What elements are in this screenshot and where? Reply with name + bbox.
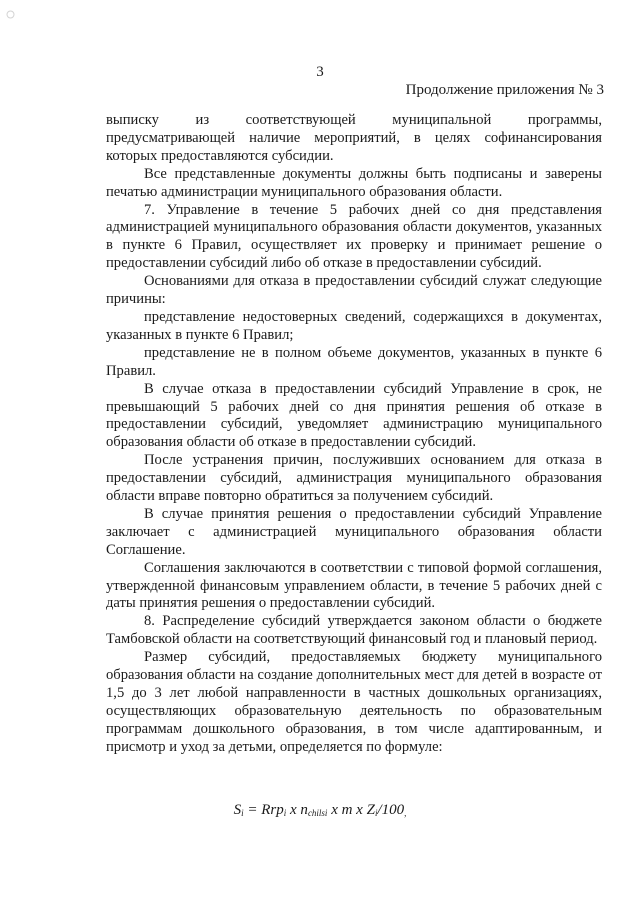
paragraph: представление не в полном объеме документов, указанных в пункте 6 Правил. <box>106 344 602 379</box>
paragraph: 7. Управление в течение 5 рабочих дней со дня представления администрацией муниципального образования области документов, указанных в пункте 6 Правил, осуществляет их проверку и принимает решение о предоставлении субсидий либо об отказе в предоставлении субсидий. <box>106 201 602 272</box>
formula-trailing-comma: , <box>404 808 407 818</box>
appendix-continuation-note: Продолжение приложения № 3 <box>405 82 604 98</box>
paragraph: Соглашения заключаются в соответствии с типовой формой соглашения, утвержденной финансовым управлением области, в течение 5 рабочих дней с даты принятия решения о предоставлении субсидий. <box>106 559 602 612</box>
paragraph: Основаниями для отказа в предоставлении субсидий служат следующие причины: <box>106 273 602 308</box>
paragraph: В случае отказа в предоставлении субсидий Управление в срок, не превышающий 5 рабочих дней со дня принятия решения об отказе в предоставлении субсидий, уведомляет администрацию муниципального образования области об отказе в предоставлении субсидий. <box>106 380 602 451</box>
document-body <box>106 112 602 757</box>
paragraph: После устранения причин, послуживших основанием для отказа в предоставлении субсидий, администрация муниципального образования области вправе повторно обратиться за получением субсидий. <box>106 452 602 505</box>
formula-lhs-subscript: i <box>241 808 244 818</box>
formula-lhs: S <box>233 802 242 818</box>
page-number: 3 <box>316 64 324 80</box>
formula-n: x n <box>286 802 308 818</box>
paragraph: представление недостоверных сведений, содержащихся в документах, указанных в пункте 6 Правил; <box>106 308 602 343</box>
paragraph: выписку из соответствующей муниципальной программы, предусматривающей наличие мероприятий, в целях софинансирования которых предоставляются субсидии. <box>106 112 602 164</box>
subsidy-formula <box>0 802 640 819</box>
formula-z-subscript: i <box>374 808 378 818</box>
formula-mz: x m x Z <box>327 802 375 818</box>
formula-divisor: /100 <box>377 802 405 818</box>
formula-n-subscript: chilsi <box>307 808 328 818</box>
formula-rrp-subscript: i <box>283 808 287 818</box>
paragraph: Размер субсидий, предоставляемых бюджету муниципального образования области на создание дополнительных мест для детей в возрасте от 1,5 до 3 лет любой направленности в частных дошкольных организациях, осуществляющих образовательную деятельность по образовательным программам дошкольного образования, в том числе адаптированным, и присмотр и уход за детьми, определяется по формуле: <box>106 649 602 755</box>
paragraph: 8. Распределение субсидий утверждается законом области о бюджете Тамбовской области на соответствующий финансовый год и плановый период. <box>106 613 602 648</box>
corner-mark-icon <box>6 6 15 15</box>
formula-rrp: = Rrp <box>243 802 284 818</box>
paragraph: Все представленные документы должны быть подписаны и заверены печатью администрации муниципального образования области. <box>106 165 602 200</box>
paragraph: В случае принятия решения о предоставлении субсидий Управление заключает с администрацией муниципального образования области Соглашение. <box>106 505 602 558</box>
